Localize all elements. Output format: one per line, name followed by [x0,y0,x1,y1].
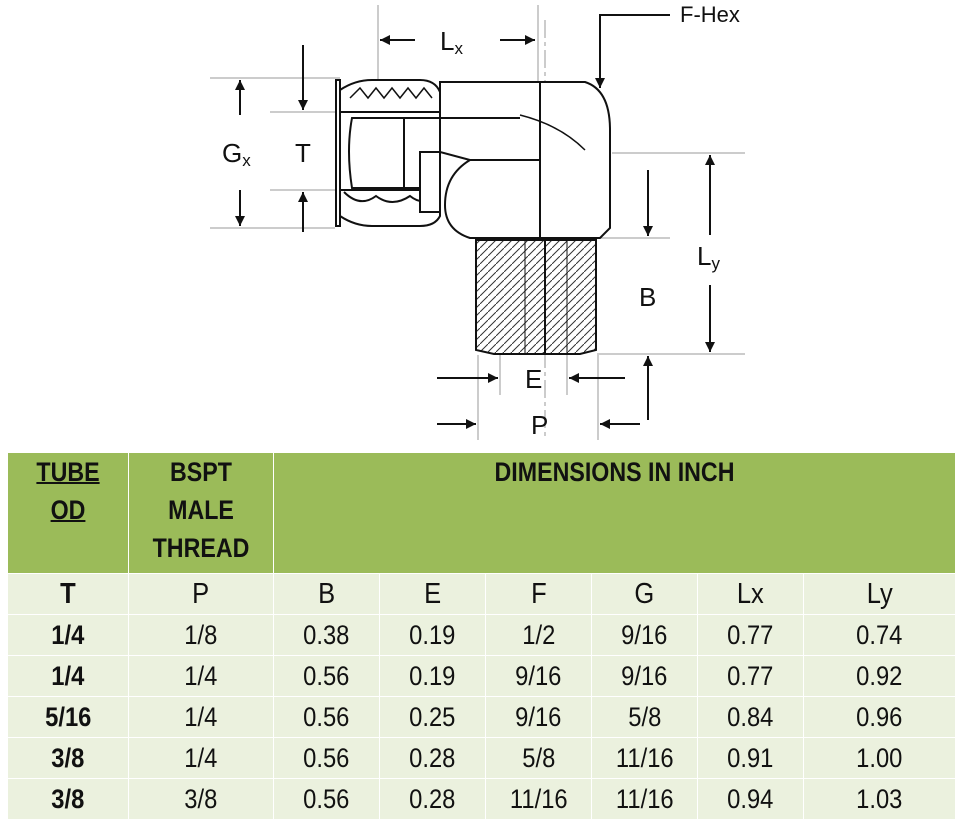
cell-p: 1/4 [129,697,274,738]
col-e: E [380,574,486,615]
cell-f: 9/16 [486,656,592,697]
cell-f: 9/16 [486,697,592,738]
table-row [8,615,956,656]
cell-g: 11/16 [592,738,698,779]
cell-lx: 0.91 [698,738,804,779]
cell-b: 0.56 [274,738,380,779]
cell-ly: 0.96 [804,697,956,738]
cell-e: 0.28 [380,779,486,820]
table-row [8,697,956,738]
header-dimensions: DIMENSIONS IN INCH [274,453,956,574]
cell-t: 1/4 [8,656,129,697]
cell-g: 11/16 [592,779,698,820]
cell-b: 0.56 [274,656,380,697]
col-f: F [486,574,592,615]
table-row [8,738,956,779]
cell-f: 5/8 [486,738,592,779]
cell-ly: 1.00 [804,738,956,779]
col-b: B [274,574,380,615]
cell-ly: 1.03 [804,779,956,820]
dimensions-table [7,452,956,820]
cell-b: 0.38 [274,615,380,656]
label-ly: Ly [697,241,720,273]
label-e: E [525,364,543,394]
cell-ly: 0.92 [804,656,956,697]
table-row [8,779,956,820]
cell-t: 5/16 [8,697,129,738]
label-b: B [639,282,657,312]
label-lx: Lx [440,26,463,58]
cell-ly: 0.74 [804,615,956,656]
cell-p: 1/4 [129,738,274,779]
cell-lx: 0.94 [698,779,804,820]
cell-e: 0.25 [380,697,486,738]
cell-b: 0.56 [274,779,380,820]
cell-f: 11/16 [486,779,592,820]
col-ly: Ly [804,574,956,615]
cell-p: 1/8 [129,615,274,656]
column-labels-row [8,574,956,615]
cell-e: 0.19 [380,656,486,697]
table-header-row [8,453,956,574]
header-tube-od: TUBE OD [8,453,129,574]
cell-g: 9/16 [592,656,698,697]
cell-p: 3/8 [129,779,274,820]
label-fhex: F-Hex [680,2,740,27]
label-p: P [531,410,549,440]
col-g: G [592,574,698,615]
cell-e: 0.19 [380,615,486,656]
cell-t: 1/4 [8,615,129,656]
cell-p: 1/4 [129,656,274,697]
cell-b: 0.56 [274,697,380,738]
cell-e: 0.28 [380,738,486,779]
cell-t: 3/8 [8,738,129,779]
col-t: T [8,574,129,615]
cell-lx: 0.77 [698,615,804,656]
label-t: T [295,138,311,168]
cell-lx: 0.84 [698,697,804,738]
cell-lx: 0.77 [698,656,804,697]
cell-t: 3/8 [8,779,129,820]
fitting-body [336,80,610,354]
table-row [8,656,956,697]
header-bspt-thread: BSPT MALE THREAD [129,453,274,574]
col-lx: Lx [698,574,804,615]
col-p: P [129,574,274,615]
cell-g: 9/16 [592,615,698,656]
cell-f: 1/2 [486,615,592,656]
label-gx: Gx [222,138,251,170]
cell-g: 5/8 [592,697,698,738]
